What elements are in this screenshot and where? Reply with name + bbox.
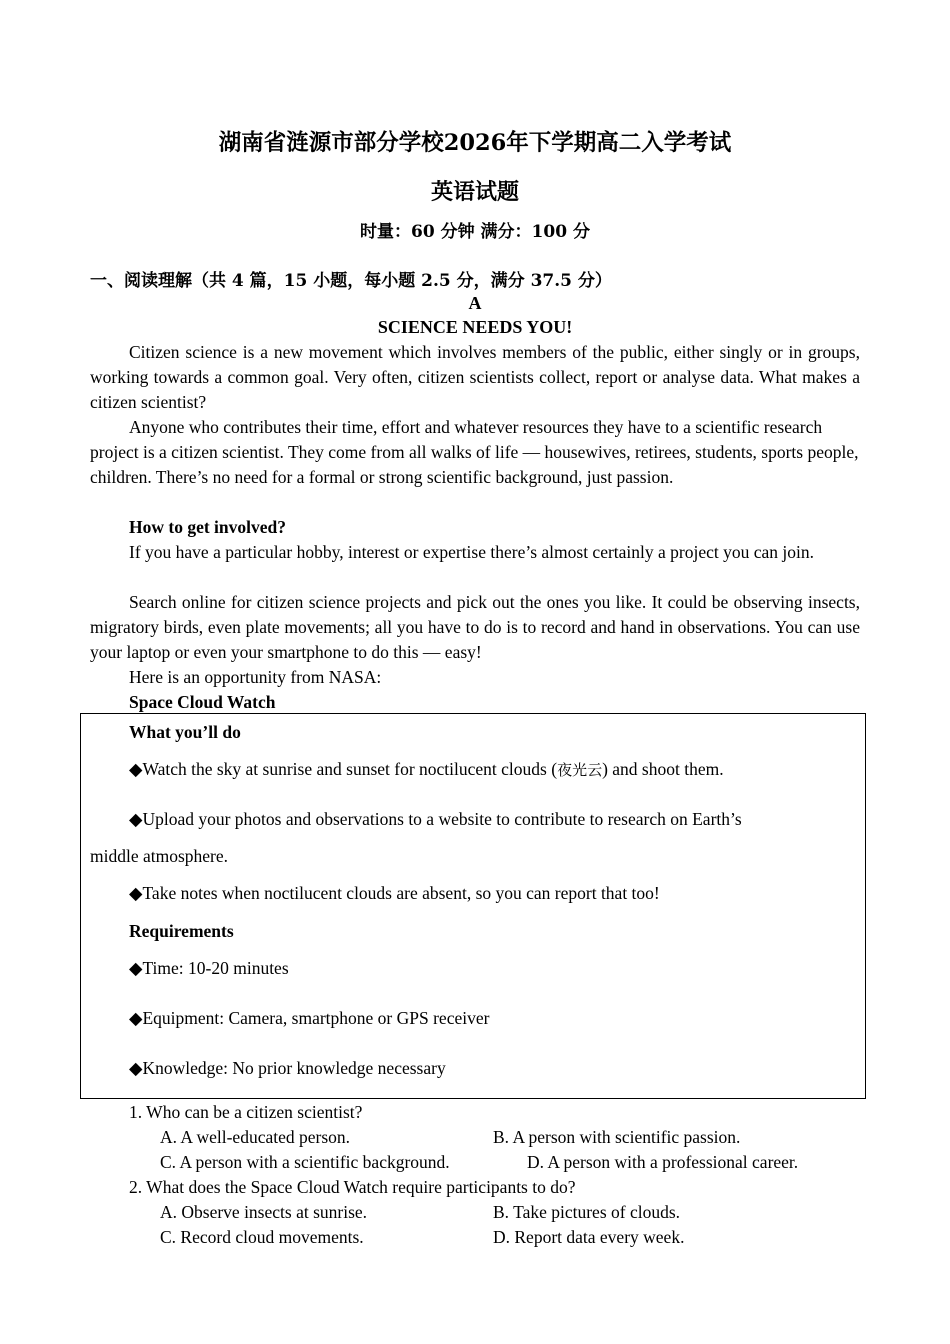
requirements-heading: Requirements bbox=[129, 921, 234, 941]
task-item-1-text: ◆Watch the sky at sunrise and sunset for noctilucent clouds ( bbox=[129, 759, 558, 779]
question-1-option-a: A. A well-educated person. bbox=[160, 1127, 351, 1147]
task-item-1 bbox=[129, 759, 724, 780]
paragraph-5: Here is an opportunity from NASA: bbox=[129, 667, 382, 687]
passage-letter: A bbox=[468, 293, 482, 313]
task-item-2-continued: middle atmosphere. bbox=[90, 846, 229, 866]
requirement-time: ◆Time: 10-20 minutes bbox=[129, 958, 289, 978]
question-1-option-b: B. A person with scientific passion. bbox=[493, 1127, 741, 1147]
question-1-option-d: D. A person with a professional career. bbox=[527, 1152, 799, 1172]
paragraph-1: Citizen science is a new movement which involves members of the public, either singly or in groups, working towards a common goal. Very often, citizen scientists collect, report or analyse data. What makes a citizen scientist? bbox=[90, 342, 860, 412]
question-2-option-d: D. Report data every week. bbox=[493, 1227, 685, 1247]
task-item-2: ◆Upload your photos and observations to a website to contribute to research on Earth’s bbox=[129, 809, 742, 829]
what-youll-do-heading: What you’ll do bbox=[129, 722, 241, 742]
exam-timing: 时量：60 分钟 满分：100 分 bbox=[360, 222, 590, 242]
question-2-option-c: C. Record cloud movements. bbox=[160, 1227, 364, 1247]
task-item-1-end: ) and shoot them. bbox=[602, 759, 724, 779]
requirement-equipment: ◆Equipment: Camera, smartphone or GPS receiver bbox=[129, 1008, 490, 1028]
exam-subject: 英语试题 bbox=[430, 179, 519, 205]
task-item-3: ◆Take notes when noctilucent clouds are absent, so you can report that too! bbox=[129, 883, 660, 903]
passage-title: SCIENCE NEEDS YOU! bbox=[377, 317, 573, 337]
task-item-1-chinese: 夜光云 bbox=[557, 761, 603, 779]
paragraph-3: If you have a particular hobby, interest or expertise there’s almost certainly a project you can join. bbox=[129, 542, 815, 562]
paragraph-4: Search online for citizen science projects and pick out the ones you like. It could be observing insects, migratory birds, even plate movements; all you have to do is to record and hand in observations. You can use your laptop or even your smartphone to do this — easy! bbox=[90, 592, 860, 662]
exam-title: 湖南省涟源市部分学校2026年下学期高二入学考试 bbox=[218, 130, 732, 156]
program-title: Space Cloud Watch bbox=[129, 692, 276, 712]
question-2-stem: 2. What does the Space Cloud Watch require participants to do? bbox=[129, 1177, 576, 1197]
section-heading: 一、阅读理解（共 4 篇，15 小题，每小题 2.5 分，满分 37.5 分） bbox=[90, 271, 612, 291]
question-1-option-c: C. A person with a scientific background. bbox=[160, 1152, 450, 1172]
question-2-option-b: B. Take pictures of clouds. bbox=[493, 1202, 681, 1222]
subheading-get-involved: How to get involved? bbox=[129, 517, 287, 537]
question-2-option-a: A. Observe insects at sunrise. bbox=[160, 1202, 368, 1222]
question-1-stem: 1. Who can be a citizen scientist? bbox=[129, 1102, 363, 1122]
paragraph-2: Anyone who contributes their time, effort and whatever resources they have to a scientific research project is a citizen scientist. They come from all walks of life — housewives, retirees, students, sports people, children. There’s no need for a formal or strong scientific background, just passion. bbox=[90, 417, 859, 487]
requirement-knowledge: ◆Knowledge: No prior knowledge necessary bbox=[129, 1058, 446, 1078]
